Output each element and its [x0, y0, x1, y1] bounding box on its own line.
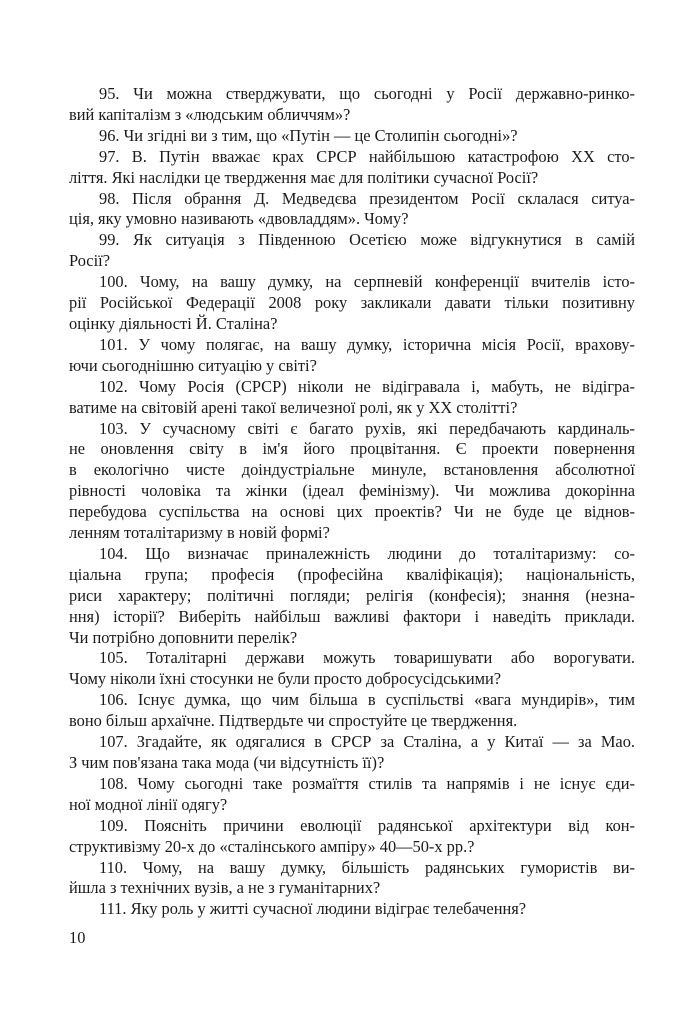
text-line: 95. Чи можна стверджувати, що сьогодні у Росії державно-ринко-: [99, 84, 635, 103]
text-line: ленням тоталітаризму в новій формі?: [69, 523, 330, 543]
text-line: 108. Чому сьогодні таке розмаїття стилів та напрямів і не існує єди-: [99, 773, 635, 793]
text-line: 106. Існує думка, що чим більша в суспільстві «вага мундирів», тим: [99, 690, 635, 710]
question-item: [69, 732, 635, 774]
text-line: 100. Чому, на вашу думку, на серпневій конференції вчителів істо-: [99, 272, 635, 292]
question-item: [69, 272, 635, 335]
text-line: 101. У чому полягає, на вашу думку, історична місія Росії, врахову-: [99, 334, 635, 354]
text-line: перебудова суспільства на основі цих проектів? Чи не буде це віднов-: [69, 502, 635, 522]
question-item: [69, 419, 635, 544]
text-line: ватиме на світовій арені такої величезної ролі, як у ХХ столітті?: [69, 397, 518, 417]
text-line: 105. Тоталітарні держави можуть товаришувати або ворогувати.: [99, 648, 635, 668]
question-item: [69, 189, 635, 231]
text-line: йшла з технічних вузів, а не з гуманітарних?: [69, 878, 381, 898]
question-item: [69, 690, 635, 732]
question-item: [69, 816, 635, 858]
question-item: [69, 858, 635, 900]
text-line: ліття. Які наслідки це твердження має для політики сучасної Росії?: [69, 167, 539, 187]
text-line: 98. Після обрання Д. Медведєва президентом Росії склалася ситуа-: [99, 188, 635, 208]
text-line: ючи сьогоднішню ситуацію у світі?: [69, 355, 317, 375]
text-line: 104. Що визначає приналежність людини до тоталітаризму: со-: [99, 543, 635, 563]
question-item: [69, 84, 635, 126]
text-line: 103. У сучасному світі є багато рухів, які передбачають кардиналь-: [99, 418, 635, 438]
text-line: ння) історії? Виберіть найбільш важливі фактори і наведіть приклади.: [69, 606, 635, 626]
question-item: [69, 648, 635, 690]
text-line: Росії?: [69, 251, 110, 271]
text-line: З чим пов'язана така мода (чи відсутність її)?: [69, 753, 385, 772]
question-item: [69, 126, 635, 147]
question-item: [69, 774, 635, 816]
text-line: воно більш архаїчне. Підтвердьте чи спростуйте це твердження.: [69, 711, 518, 731]
question-item: [69, 230, 635, 272]
question-item: [69, 544, 635, 649]
text-line: 96. Чи згідні ви з тим, що «Путін — це Столипін сьогодні»?: [99, 125, 518, 145]
text-line: ної модної лінії одягу?: [69, 794, 228, 814]
text-line: 99. Як ситуація з Південною Осетією може відгукнутися в самій: [99, 230, 635, 250]
text-line: структивізму 20-х до «сталінського ампіру» 40—50-х рр.?: [69, 836, 475, 856]
text-line: Чому ніколи їхні стосунки не були просто добросусідськими?: [69, 669, 502, 689]
question-item: [69, 147, 635, 189]
text-line: рівності чоловіка та жінки (ідеал фемінізму). Чи можлива докорінна: [69, 481, 635, 501]
question-list: [69, 84, 635, 920]
text-line: 110. Чому, на вашу думку, більшість радянських гумористів ви-: [99, 857, 635, 877]
text-line: ція, яку умовно називають «двовладдям». Чому?: [69, 209, 409, 229]
text-line: вий капіталізм з «людським обличчям»?: [69, 104, 351, 124]
text-line: риси характеру; політичні погляди; релігія (конфесія); знання (незна-: [69, 585, 635, 605]
question-item: [69, 335, 635, 377]
text-line: 102. Чому Росія (СРСР) ніколи не відігравала і, мабуть, не відігра-: [99, 376, 635, 396]
text-line: Чи потрібно доповнити перелік?: [69, 627, 298, 647]
page-number: 10: [69, 928, 86, 947]
text-line: рії Російської Федерації 2008 року закликали давати тільки позитивну: [69, 293, 635, 313]
text-line: не оновлення світу в ім'я його процвітання. Є проекти повернення: [69, 439, 635, 459]
text-line: 107. Згадайте, як одягалися в СРСР за Сталіна, а у Китаї — за Мао.: [99, 732, 635, 752]
text-line: 97. В. Путін вважає крах СРСР найбільшою катастрофою ХХ сто-: [99, 146, 635, 166]
text-line: оцінку діяльності Й. Сталіна?: [69, 313, 278, 333]
text-line: ціальна група; професія (професійна кваліфікація); національність,: [69, 564, 635, 584]
text-line: в екологічно чисте доіндустріальне минуле, встановлення абсолютної: [69, 460, 635, 480]
question-item: [69, 377, 635, 419]
text-line: 109. Поясніть причини еволюції радянської архітектури від кон-: [99, 815, 635, 835]
question-item: [69, 899, 635, 920]
text-line: 111. Яку роль у житті сучасної людини відіграє телебачення?: [99, 899, 527, 919]
